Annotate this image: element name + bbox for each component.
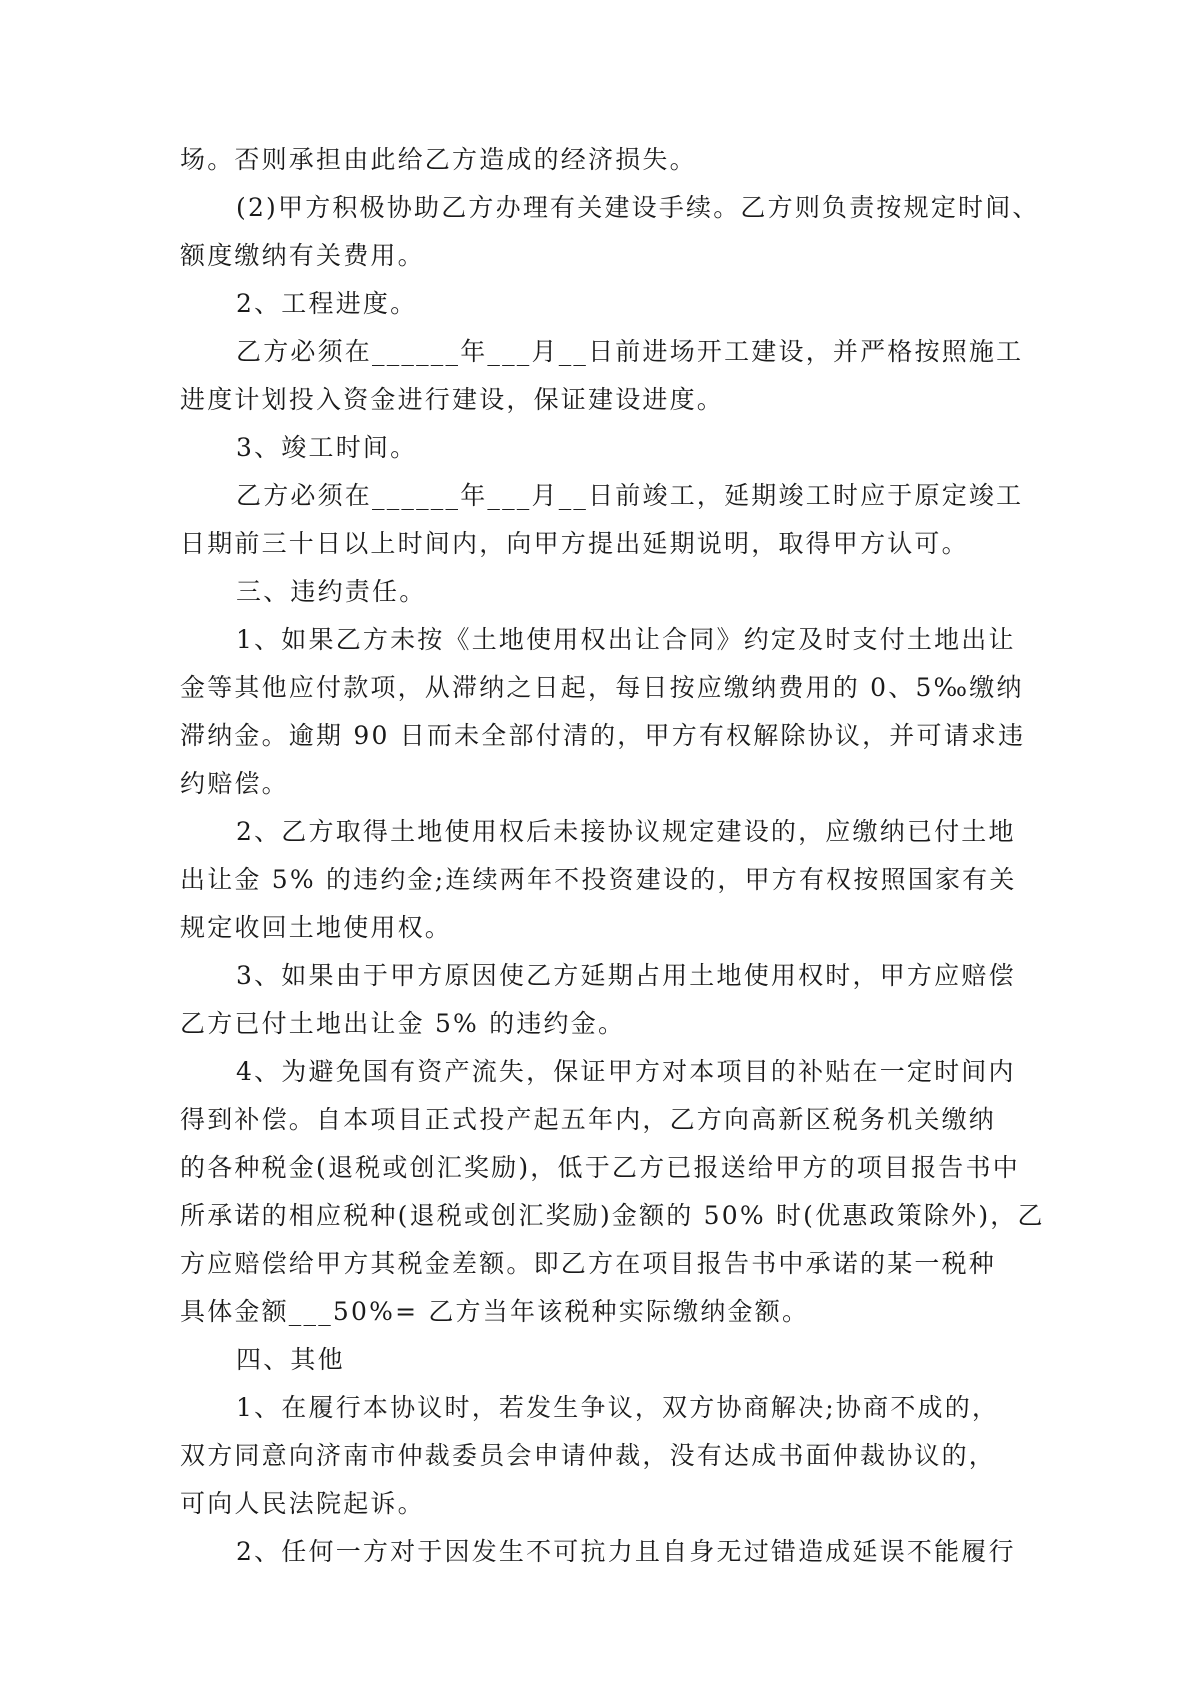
text-line: 日期前三十日以上时间内，向甲方提出延期说明，取得甲方认可。 [180,529,969,558]
text-line: 金等其他应付款项，从滞纳之日起，每日按应缴纳费用的 0、5‰缴纳 [180,673,1024,702]
text-line: 额度缴纳有关费用。 [180,241,425,270]
text-line: 可向人民法院起诉。 [180,1489,425,1518]
text-line: 1、如果乙方未按《土地使用权出让合同》约定及时支付土地出让 [236,625,1016,654]
section-heading: 2、工程进度。 [236,289,418,318]
text-line: 方应赔偿给甲方其税金差额。即乙方在项目报告书中承诺的某一税种 [180,1249,997,1278]
section-heading: 三、违约责任。 [236,577,427,606]
text-line: 3、如果由于甲方原因使乙方延期占用土地使用权时，甲方应赔偿 [236,961,1016,990]
text-line: 所承诺的相应税种(退税或创汇奖励)金额的 50% 时(优惠政策除外)，乙 [180,1201,1045,1230]
text-line: 4、为避免国有资产流失，保证甲方对本项目的补贴在一定时间内 [236,1057,1016,1086]
text-line: 约赔偿。 [180,769,289,798]
text-line: 滞纳金。逾期 90 日而未全部付清的，甲方有权解除协议，并可请求违 [180,721,1026,750]
section-heading: 四、其他 [236,1345,345,1374]
text-line: 乙方已付土地出让金 5% 的违约金。 [180,1009,626,1038]
text-line: 场。否则承担由此给乙方造成的经济损失。 [180,145,697,174]
text-line: 乙方必须在______年___月__日前竣工，延期竣工时应于原定竣工 [236,481,1024,510]
text-line: 1、在履行本协议时，若发生争议，双方协商解决;协商不成的， [236,1393,1000,1422]
text-line: 具体金额___50%= 乙方当年该税种实际缴纳金额。 [180,1297,810,1326]
text-line: 2、乙方取得土地使用权后未接协议规定建设的，应缴纳已付土地 [236,817,1016,846]
text-line: 出让金 5% 的违约金;连续两年不投资建设的，甲方有权按照国家有关 [180,865,1017,894]
text-line: 乙方必须在______年___月__日前进场开工建设，并严格按照施工 [236,337,1024,366]
text-line: 规定收回土地使用权。 [180,913,453,942]
text-line: 的各种税金(退税或创汇奖励)，低于乙方已报送给甲方的项目报告书中 [180,1153,1020,1182]
text-line: 2、任何一方对于因发生不可抗力且自身无过错造成延误不能履行 [236,1537,1016,1566]
document-body [180,136,1045,1576]
text-line: (2)甲方积极协助乙方办理有关建设手续。乙方则负责按规定时间、 [236,193,1040,222]
text-line: 得到补偿。自本项目正式投产起五年内，乙方向高新区税务机关缴纳 [180,1105,997,1134]
text-line: 进度计划投入资金进行建设，保证建设进度。 [180,385,725,414]
section-heading: 3、竣工时间。 [236,433,418,462]
text-line: 双方同意向济南市仲裁委员会申请仲裁，没有达成书面仲裁协议的， [180,1441,997,1470]
